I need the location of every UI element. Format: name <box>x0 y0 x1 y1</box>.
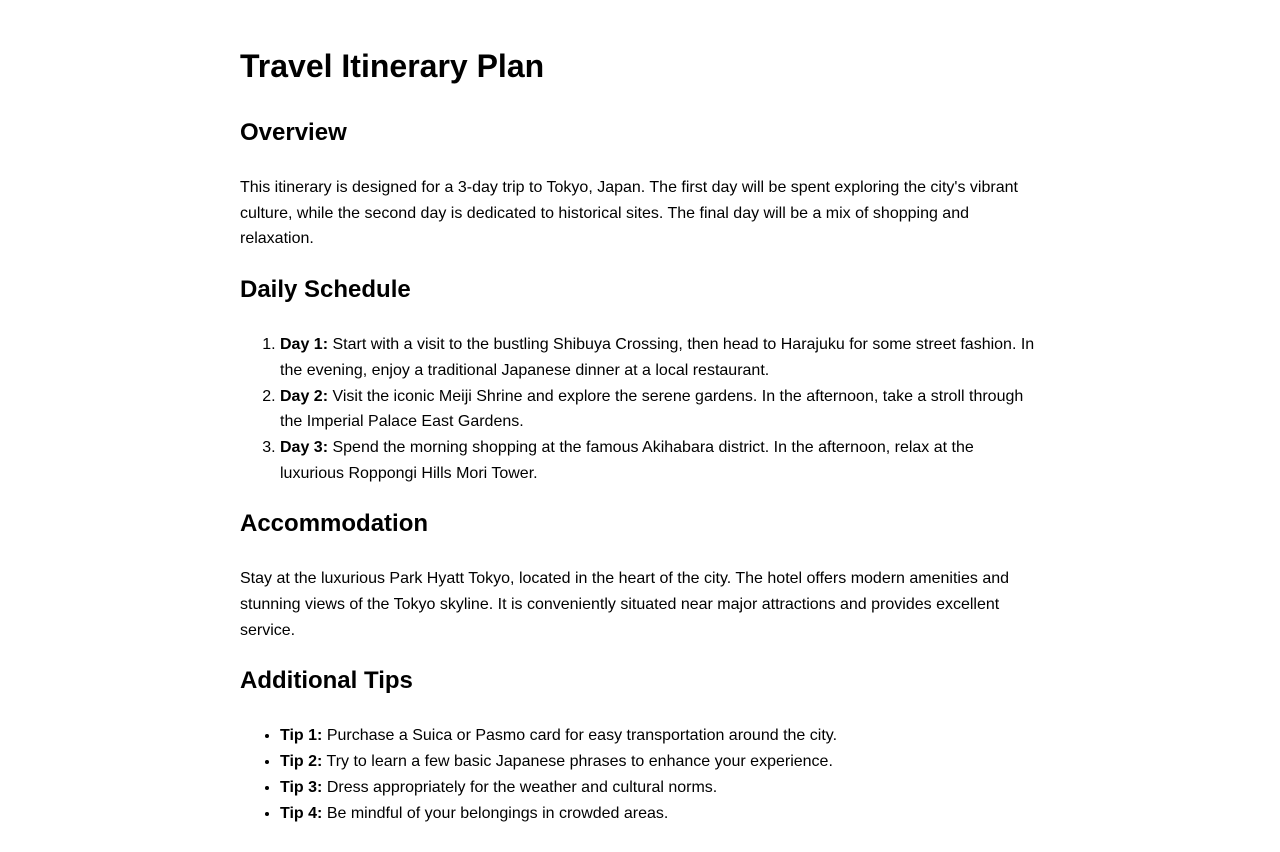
additional-tips-list <box>240 723 1040 826</box>
tip-item-text: Purchase a Suica or Pasmo card for easy transportation around the city. <box>326 727 838 745</box>
schedule-item-text: Start with a visit to the bustling Shibuya Crossing, then head to Harajuku for some street fashion. In the evening, enjoy a traditional Japanese dinner at a local restaurant. <box>280 336 1035 379</box>
overview-heading: Overview <box>240 119 347 146</box>
additional-tips-heading: Additional Tips <box>240 667 413 695</box>
daily-schedule-list <box>240 332 1040 486</box>
tip-item-1 <box>280 723 1040 749</box>
tip-item-3 <box>280 775 1040 801</box>
schedule-item-text: Visit the iconic Meiji Shrine and explore the serene gardens. In the afternoon, take a stroll through the Imperial Palace East Gardens. <box>280 387 1024 431</box>
schedule-item-text: Spend the morning shopping at the famous Akihabara district. In the afternoon, relax at the luxurious Roppongi Hills Mori Tower. <box>280 438 974 482</box>
schedule-item-label: Day 3: <box>280 438 329 456</box>
accommodation-heading: Accommodation <box>240 510 429 538</box>
tip-item-4 <box>280 801 1040 827</box>
document <box>240 0 1040 826</box>
tip-item-text: Be mindful of your belongings in crowded areas. <box>326 804 669 822</box>
schedule-item-label: Day 1: <box>280 336 329 354</box>
daily-schedule-heading: Daily Schedule <box>240 276 411 304</box>
page-title: Travel Itinerary Plan <box>240 48 545 84</box>
tip-item-text: Try to learn a few basic Japanese phrases to enhance your experience. <box>326 753 833 771</box>
tip-item-label: Tip 3: <box>280 778 323 796</box>
tip-item-label: Tip 2: <box>280 753 323 771</box>
schedule-item-label: Day 2: <box>280 387 329 405</box>
tip-item-label: Tip 4: <box>280 804 323 822</box>
schedule-item-day-3 <box>280 435 1040 486</box>
overview-paragraph: This itinerary is designed for a 3-day trip to Tokyo, Japan. The first day will be spent exploring the city's vibrant culture, while the second day is dedicated to historical sites. The final day will be a mix of shopping and relaxation. <box>240 179 1018 248</box>
schedule-item-day-2 <box>280 384 1040 435</box>
tip-item-text: Dress appropriately for the weather and cultural norms. <box>326 778 718 796</box>
tip-item-label: Tip 1: <box>280 727 323 745</box>
schedule-item-day-1 <box>280 332 1040 383</box>
accommodation-paragraph: Stay at the luxurious Park Hyatt Tokyo, located in the heart of the city. The hotel offers modern amenities and stunning views of the Tokyo skyline. It is conveniently situated near major attractions and provides excellent service. <box>240 570 1010 639</box>
tip-item-2 <box>280 749 1040 775</box>
